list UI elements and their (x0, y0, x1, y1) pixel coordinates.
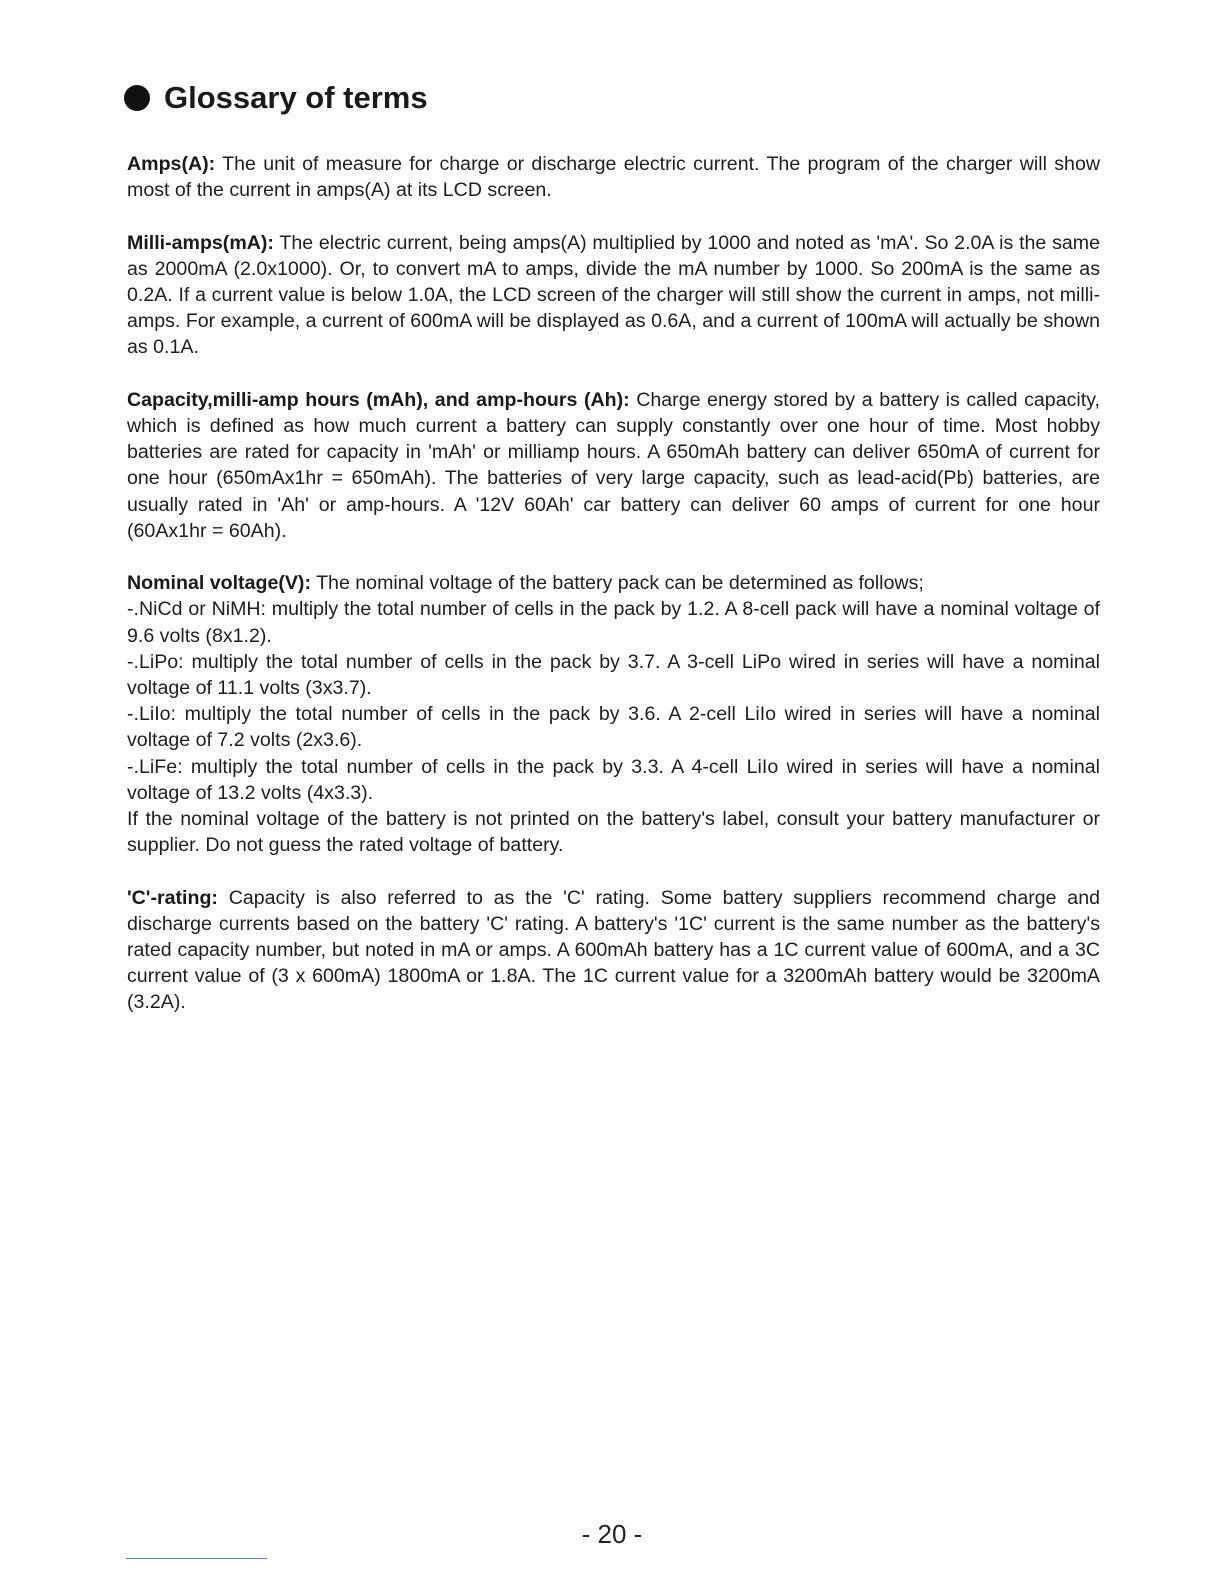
glossary-entry-milliamps (127, 230, 1100, 361)
bullet-icon (124, 85, 150, 111)
definition-amps: The unit of measure for charge or discharge electric current. The program of the charger will show most of the current in amps(A) at its LCD screen. (127, 153, 1100, 202)
nominal-lipo-item: -.LiPo: multiply the total number of cells in the pack by 3.7. A 3-cell LiPo wired in series will have a nominal voltage of 11.1 volts (3x3.7). (127, 650, 1100, 700)
section-heading (124, 78, 428, 118)
term-amps: Amps(A): (127, 153, 216, 175)
page-number: - 20 - (581, 1519, 643, 1549)
definition-milliamps: The electric current, being amps(A) multiplied by 1000 and noted as 'mA'. So 2.0A is the same as 2000mA (2.0x1000). Or, to convert mA to amps, divide the mA number by 1000. So 200mA is the same as 0.2A. If a current value is below 1.0A, the LCD screen of the charger will still show the current in amps, not milli-amps. For example, a current of 600mA will be displayed as 0.6A, and a current of 100mA will actually be shown as 0.1A. (127, 231, 1100, 359)
nominal-note: If the nominal voltage of the battery is not printed on the battery's label, consult your battery manufacturer or supplier. Do not guess the rated voltage of battery. (127, 808, 1100, 857)
term-crating: 'C'-rating: (127, 886, 218, 909)
page-title: Glossary of terms (164, 80, 428, 115)
glossary-body (127, 151, 1100, 1042)
nominal-life-item: -.LiFe: multiply the total number of cells in the pack by 3.3. A 4-cell LiIo wired in series will have a nominal voltage of 13.2 volts (4x3.3). (127, 755, 1100, 804)
term-nominal: Nominal voltage(V): (127, 572, 311, 595)
nominal-lilo-item: -.LiIo: multiply the total number of cells in the pack by 3.6. A 2-cell LiIo wired in series will have a nominal voltage of 7.2 volts (2x3.6). (127, 703, 1100, 752)
glossary-entry-capacity (127, 387, 1100, 544)
glossary-entry-amps (127, 151, 1100, 203)
term-milliamps: Milli-amps(mA): (127, 231, 274, 254)
definition-capacity: Charge energy stored by a battery is called capacity, which is defined as how much current a battery can supply constantly over one hour of time. Most hobby batteries are rated for capacity in 'mAh' or milliamp hours. A 650mAh battery can deliver 650mA of current for one hour (650mAx1hr = 650mAh). The batteries of very large capacity, such as lead-acid(Pb) batteries, are usually rated in 'Ah' or amp-hours. A '12V 60Ah' car battery can deliver 60 amps of current for one hour (60Ax1hr = 60Ah). (127, 388, 1100, 542)
term-capacity: Capacity,milli-amp hours (mAh), and amp-hours (Ah): (127, 388, 630, 411)
glossary-entry-crating (127, 885, 1100, 1016)
glossary-entry-nominal (127, 570, 1100, 596)
footer-rule (126, 1558, 267, 1559)
definition-crating: Capacity is also referred to as the 'C' rating. Some battery suppliers recommend charge and discharge currents based on the battery 'C' rating. A battery's '1C' current is the same number as the battery's rated capacity number, but noted in mA or amps. A 600mAh battery has a 1C current value of 600mA, and a 3C current value of (3 x 600mA) 1800mA or 1.8A. The 1C current value for a 3200mAh battery would be 3200mA (3.2A). (127, 886, 1100, 1014)
nominal-nicd-item: -.NiCd or NiMH: multiply the total number of cells in the pack by 1.2. A 8-cell pack will have a nominal voltage of 9.6 volts (8x1.2). (127, 598, 1100, 647)
definition-nominal: The nominal voltage of the battery pack can be determined as follows; (310, 572, 924, 595)
